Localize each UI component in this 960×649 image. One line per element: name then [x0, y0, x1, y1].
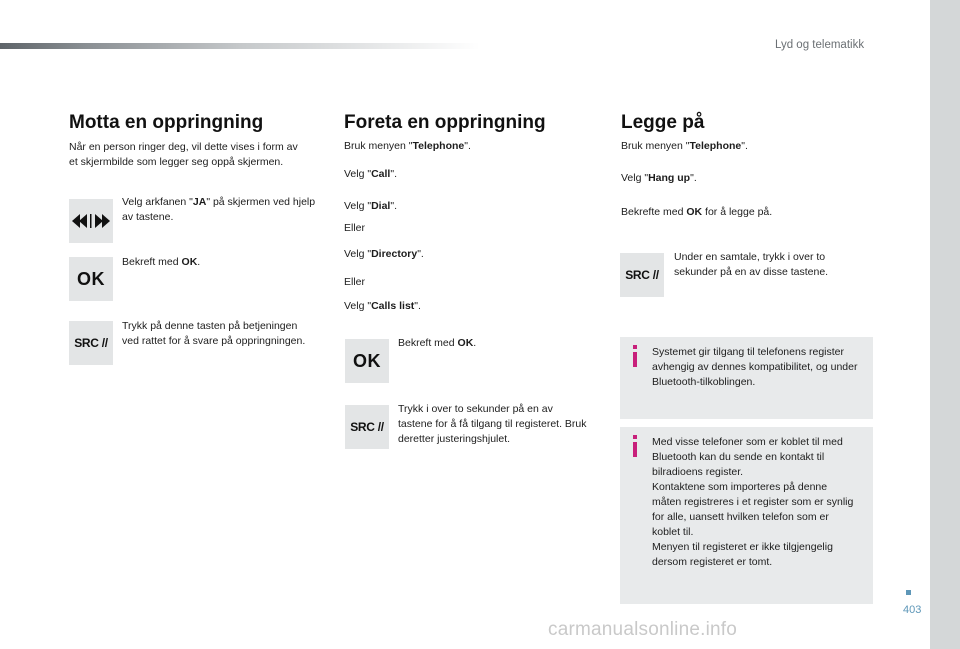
step-hold-src-hangup: Under en samtale, trykk i over to sekunder på en av disse tastene. — [674, 251, 829, 278]
page-side-strip — [930, 0, 960, 649]
info-icon — [630, 435, 640, 457]
or-text-1: Eller — [344, 222, 366, 234]
section-title-receive-call: Motta en oppringning — [69, 112, 264, 133]
section-title-make-call: Foreta en oppringning — [344, 112, 546, 133]
arrow-keys-icon — [69, 199, 113, 243]
src-phone-key-icon: SRC // — [69, 321, 113, 365]
select-hang-up-line: Velg "Hang up". — [621, 172, 697, 184]
section-title-hang-up: Legge på — [621, 112, 705, 133]
select-call-line: Velg "Call". — [344, 168, 398, 180]
page-number: 403 — [903, 604, 922, 616]
confirm-hang-up-line: Bekrefte med OK for å legge på. — [621, 206, 773, 218]
watermark: carmanualsonline.info — [548, 619, 738, 640]
section-header: Lyd og telematikk — [775, 39, 865, 51]
step-confirm-ok: Bekreft med OK. — [122, 256, 201, 268]
intro-text: Når en person ringer deg, vil dette vises i form av et skjermbilde som legger seg oppå skjermen. — [69, 141, 298, 168]
select-calls-list-line: Velg "Calls list". — [344, 300, 421, 312]
info-box-bluetooth-contacts — [620, 427, 873, 604]
info-box-register — [620, 337, 873, 419]
src-phone-key-icon: SRC // — [345, 405, 389, 449]
select-dial-line: Velg "Dial". — [344, 200, 398, 212]
menu-telephone-line: Bruk menyen "Telephone". — [344, 140, 471, 152]
info-text-register: Systemet gir tilgang til telefonens register avhengig av dennes kompatibilitet, og under Bluetooth-tilkoblingen. — [652, 346, 858, 388]
page-marker — [906, 590, 911, 595]
or-text-2: Eller — [344, 276, 366, 288]
ok-button-icon: OK — [69, 257, 113, 301]
info-icon — [630, 345, 640, 367]
header-gradient-bar — [0, 43, 480, 49]
ok-button-icon: OK — [345, 339, 389, 383]
step-confirm-ok-2: Bekreft med OK. — [398, 337, 477, 349]
step-select-yes: Velg arkfanen "JA" på skjermen ved hjelp av tastene. — [122, 196, 316, 223]
info-text-bluetooth: Med visse telefoner som er koblet til med Bluetooth kan du sende en kontakt til bilradioens register. Kontaktene som importeres på denne måten registreres i et register som er synlig for alle, uansett hvilken telefon som er koblet til. Menyen til registeret er ikke tilgjengelig dersom registeret er tomt. — [652, 436, 854, 568]
menu-telephone-line-2: Bruk menyen "Telephone". — [621, 140, 748, 152]
step-press-src: Trykk på denne tasten på betjeningen ved rattet for å svare på oppringningen. — [122, 320, 306, 347]
step-hold-src: Trykk i over to sekunder på en av tastene for å få tilgang til registeret. Bruk deretter justeringshjulet. — [398, 403, 587, 445]
select-directory-line: Velg "Directory". — [344, 248, 424, 260]
src-phone-key-icon: SRC // — [620, 253, 664, 297]
